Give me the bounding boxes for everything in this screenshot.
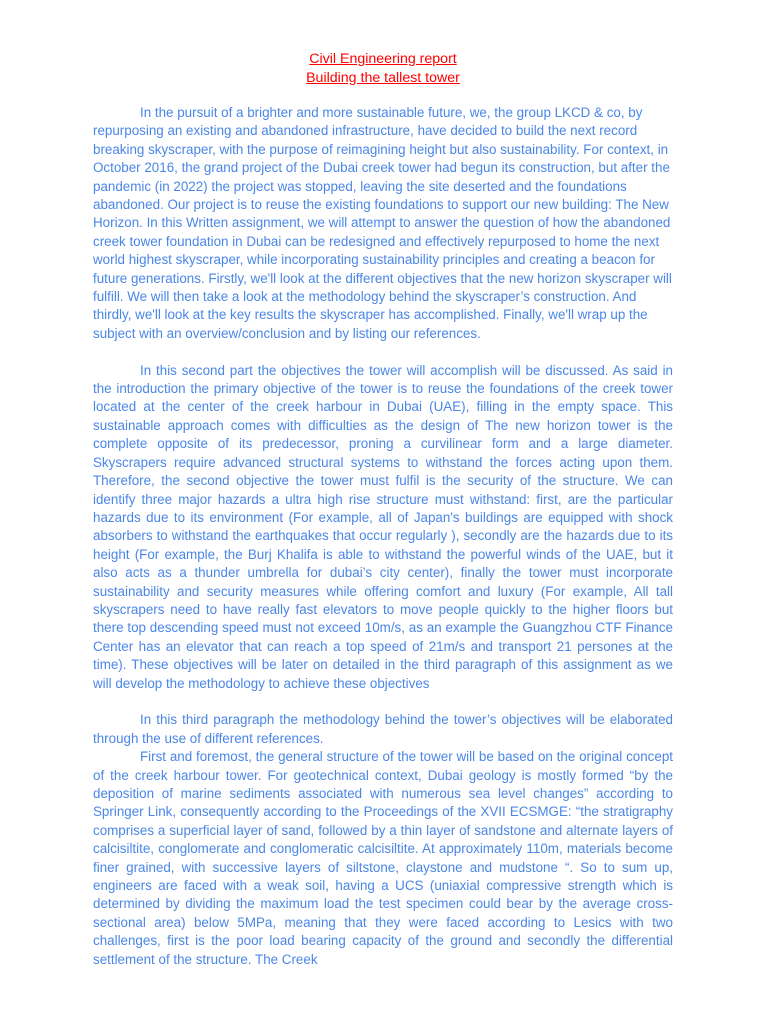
- document-page: [93, 50, 673, 969]
- spacer: [93, 87, 673, 104]
- report-title: Civil Engineering report: [309, 51, 457, 67]
- paragraph-objectives: [93, 362, 673, 693]
- paragraph-introduction: [93, 104, 673, 343]
- paragraph-methodology-structure: [93, 748, 673, 969]
- spacer: [93, 343, 673, 361]
- report-header: [93, 50, 673, 87]
- paragraph-methodology-intro: [93, 711, 673, 748]
- paragraph-text: First and foremost, the general structure of the tower will be based on the original concept of the creek harbour tower. For geotechnical context, Dubai geology is mostly formed “by the deposition of marine sediments associated with numerous sea level changes” according to Springer Link, consequently according to the Proceedings of the XVII ECSMGE: “the stratigraphy comprises a superficial layer of sand, followed by a thin layer of sandstone and alternate layers of calcisiltite, conglomerate and conglomeratic calcisiltite. At approximately 110m, materials become finer grained, with successive layers of siltstone, claystone and mudstone “. So to sum up, engineers are faced with a weak soil, having a UCS (uniaxial compressive strength which is determined by dividing the maximum load the test specimen could bear by the average cross-sectional area) below 5MPa, meaning that they were faced according to Lesics with two challenges, first is the poor load bearing capacity of the ground and secondly the differential settlement of the structure. The Creek: [93, 749, 673, 967]
- paragraph-text: In the pursuit of a brighter and more sustainable future, we, the group LKCD & co, by repurposing an existing and abandoned infrastructure, have decided to build the next record breaking skyscraper, with the purpose of reimagining height but also sustainability. For context, in October 2016, the grand project of the Dubai creek tower had begun its construction, but after the pandemic (in 2022) the project was stopped, leaving the site deserted and the foundations abandoned. Our project is to reuse the existing foundations to support our new building: The New Horizon. In this Written assignment, we will attempt to answer the question of how the abandoned creek tower foundation in Dubai can be redesigned and effectively repurposed to home the next world highest skyscraper, while incorporating sustainability principles and creating a beacon for future generations. Firstly, we'll look at the different objectives that the new horizon skyscraper will fulfill. We will then take a look at the methodology behind the skyscraper’s construction. And thirdly, we'll look at the key results the skyscraper has accomplished. Finally, we'll wrap up the subject with an overview/conclusion and by listing our references.: [93, 105, 672, 341]
- paragraph-text: In this second part the objectives the tower will accomplish will be discussed. As said in the introduction the primary objective of the tower is to reuse the foundations of the creek tower located at the center of the creek harbour in Dubai (UAE), filling in the empty space. This sustainable approach comes with difficulties as the design of The new horizon tower is the complete opposite of its predecessor, proning a curvilinear form and a large diameter. Skyscrapers require advanced structural systems to withstand the forces acting upon them. Therefore, the second objective the tower must fulfil is the security of the structure. We can identify three major hazards a ultra high rise structure must withstand: first, are the particular hazards due to its environment (For example, all of Japan's buildings are equipped with shock absorbers to withstand the earthquakes that occur regularly ), secondly are the hazards due to its height (For example, the Burj Khalifa is able to withstand the powerful winds of the UAE, but it also acts as a thunder umbrella for dubai’s city center), finally the tower must incorporate sustainability and security measures while offering comfort and luxury (For example, All tall skyscrapers need to have really fast elevators to move people quickly to the higher floors but there top descending speed must not exceed 10m/s, as an example the Guangzhou CTF Finance Center has an elevator that can reach a top speed of 21m/s and transport 21 persones at the time). These objectives will be later on detailed in the third paragraph of this assignment as we will develop the methodology to achieve these objectives: [93, 362, 673, 691]
- paragraph-text: In this third paragraph the methodology behind the tower’s objectives will be elaborated through the use of different references.: [93, 712, 673, 746]
- spacer: [93, 693, 673, 711]
- report-subtitle: Building the tallest tower: [306, 69, 460, 86]
